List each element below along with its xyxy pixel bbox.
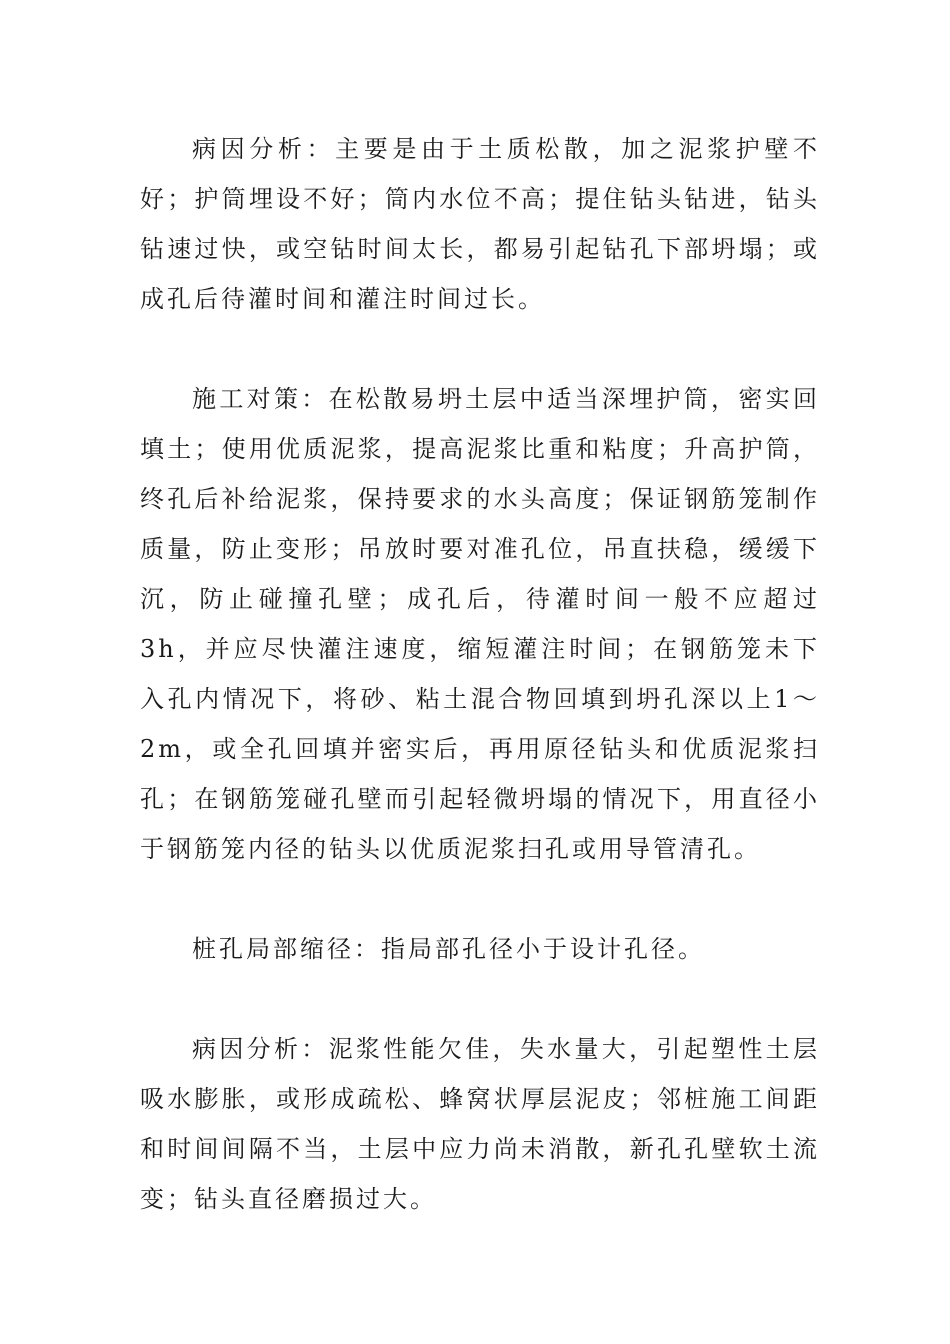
paragraph-local-necking-heading: 桩孔局部缩径：指局部孔径小于设计孔径。 <box>192 935 705 963</box>
paragraph-cause-analysis-necking: 病因分析：泥浆性能欠佳，失水量大，引起塑性土层吸水膨胀，或形成疏松、蜂窝状厚层泥皮；邻桩施工间距和时间间隔不当，土层中应力尚未消散，新孔孔壁软土流变；钻头直径磨损过大。 <box>140 1035 820 1213</box>
paragraph-construction-measures: 施工对策：在松散易坍土层中适当深埋护筒，密实回填土；使用优质泥浆，提高泥浆比重和粘度；升高护筒，终孔后补给泥浆，保持要求的水头高度；保证钢筋笼制作质量，防止变形；吊放时要对准孔位，吊直扶稳，缓缓下沉，防止碰撞孔壁；成孔后，待灌时间一般不应超过3h，并应尽快灌注速度，缩短灌注时间；在钢筋笼未下入孔内情况下，将砂、粘土混合物回填到坍孔深以上1～2m，或全孔回填并密实后，再用原径钻头和优质泥浆扫孔；在钢筋笼碰孔壁而引起轻微坍塌的情况下，用直径小于钢筋笼内径的钻头以优质泥浆扫孔或用导管清孔。 <box>140 385 820 863</box>
paragraph-cause-analysis-collapse: 病因分析：主要是由于土质松散，加之泥浆护壁不好；护筒埋设不好；筒内水位不高；提住钻头钻进，钻头钻速过快，或空钻时间太长，都易引起钻孔下部坍塌；或成孔后待灌时间和灌注时间过长。 <box>140 135 820 313</box>
